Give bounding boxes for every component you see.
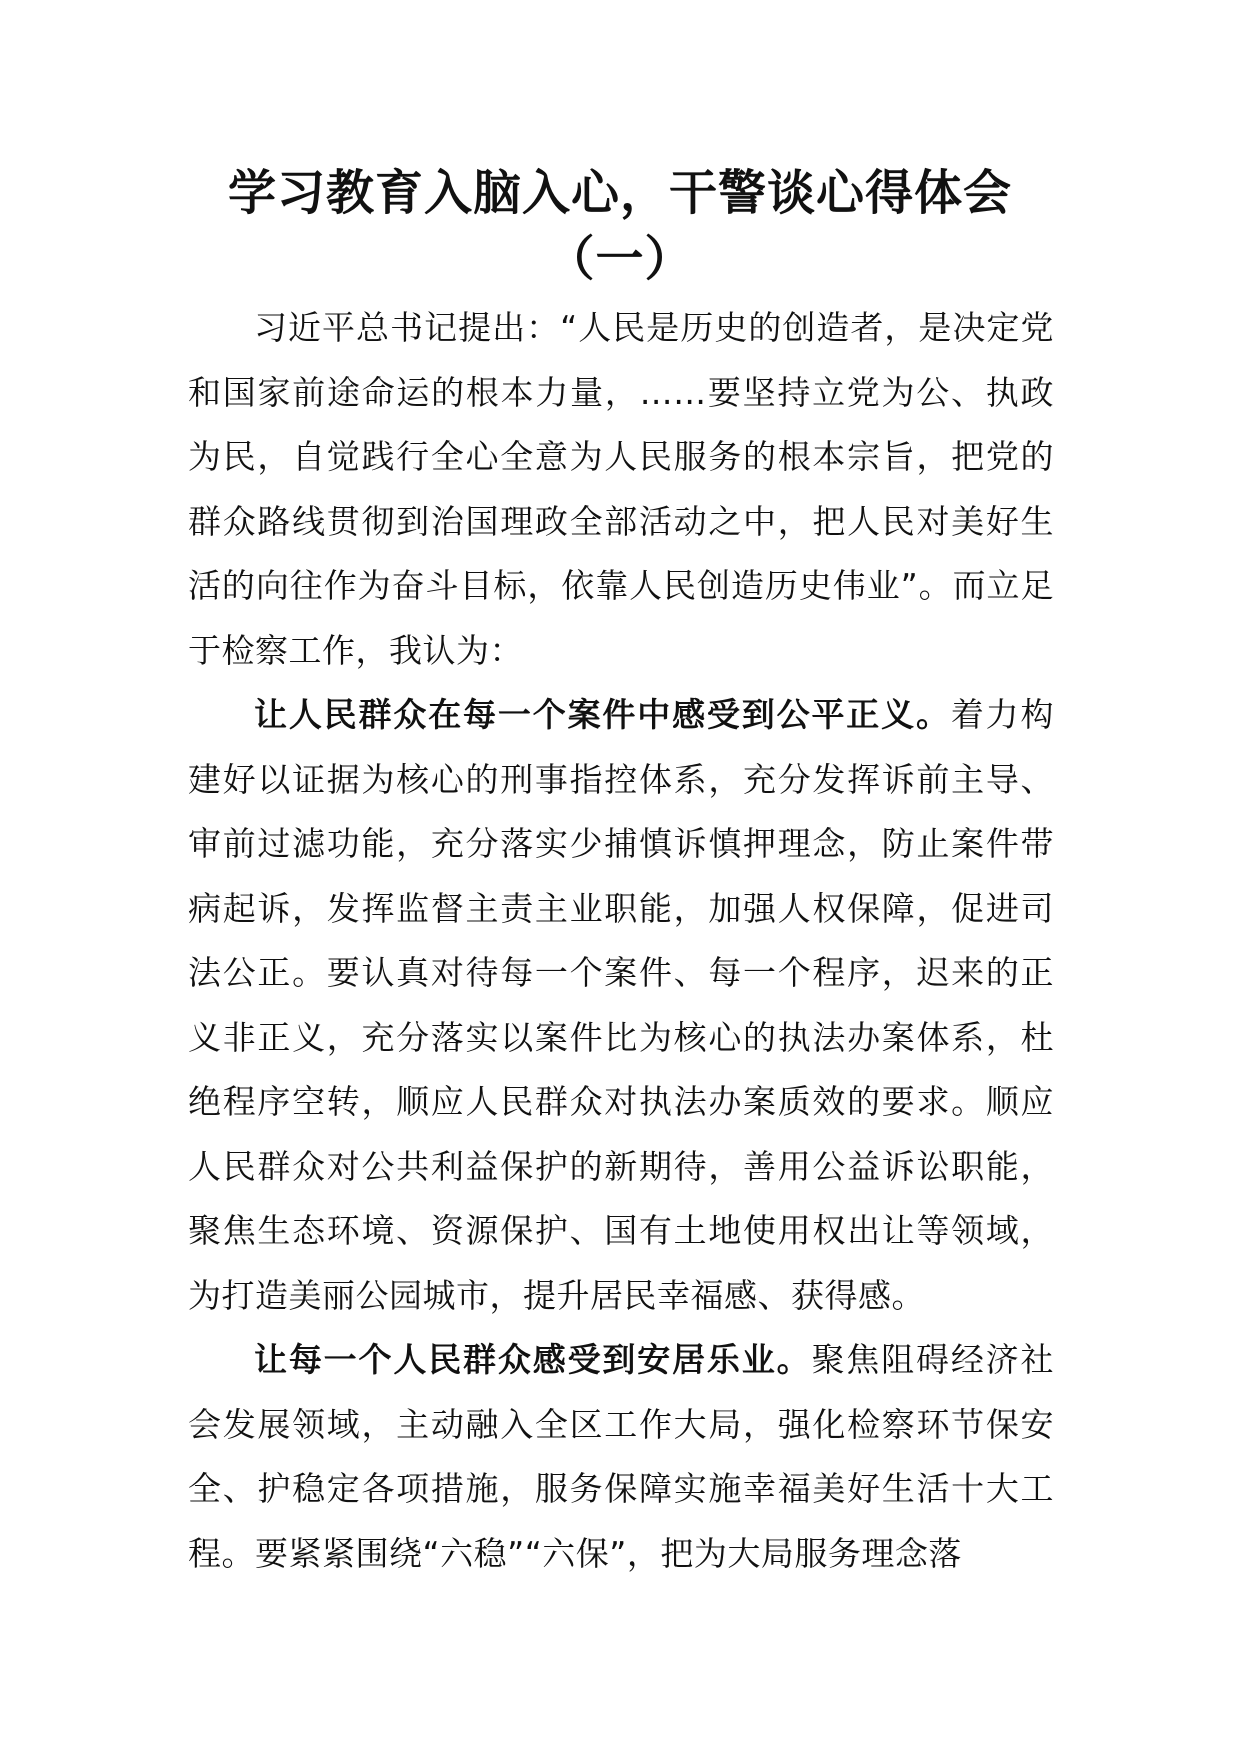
- paragraph-justice-text: 着力构建好以证据为核心的刑事指控体系，充分发挥诉前主导、审前过滤功能，充分落实少捕慎诉慎押理念，防止案件带病起诉，发挥监督主责主业职能，加强人权保障，促进司法公正。要认真对待每一个案件、每一个程序，迟来的正义非正义，充分落实以案件比为核心的执法办案体系，杜绝程序空转，顺应人民群众对执法办案质效的要求。顺应人民群众对公共利益保护的新期待，善用公益诉讼职能，聚焦生态环境、资源保护、国有土地使用权出让等领域，为打造美丽公园城市，提升居民幸福感、获得感。: [188, 695, 1055, 1315]
- document-title: [150, 160, 1090, 292]
- paragraph-justice: [188, 683, 1054, 1328]
- paragraph-justice-heading: 让人民群众在每一个案件中感受到公平正义。: [254, 695, 951, 734]
- paragraph-intro-text: 习近平总书记提出：“人民是历史的创造者，是决定党和国家前途命运的根本力量，……要坚持立党为公、执政为民，自觉践行全心全意为人民服务的根本宗旨，把党的群众路线贯彻到治国理政全部活动之中，把人民对美好生活的向往作为奋斗目标，依靠人民创造历史伟业”。而立足于检察工作，我认为：: [188, 308, 1054, 670]
- paragraph-intro: [188, 296, 1054, 683]
- document-body: [188, 296, 1054, 1586]
- paragraph-livelihood-heading: 让每一个人民群众感受到安居乐业。: [254, 1340, 812, 1379]
- title-main: 学习教育入脑入心，干警谈心得体会: [227, 165, 1012, 221]
- title-part-number: （一）: [546, 231, 694, 287]
- paragraph-livelihood: [188, 1328, 1054, 1586]
- paragraph-livelihood-text: 聚焦阻碍经济社会发展领域，主动融入全区工作大局，强化检察环节保安全、护稳定各项措施，服务保障实施幸福美好生活十大工程。要紧紧围绕“六稳”“六保”，把为大局服务理念落: [188, 1340, 1055, 1573]
